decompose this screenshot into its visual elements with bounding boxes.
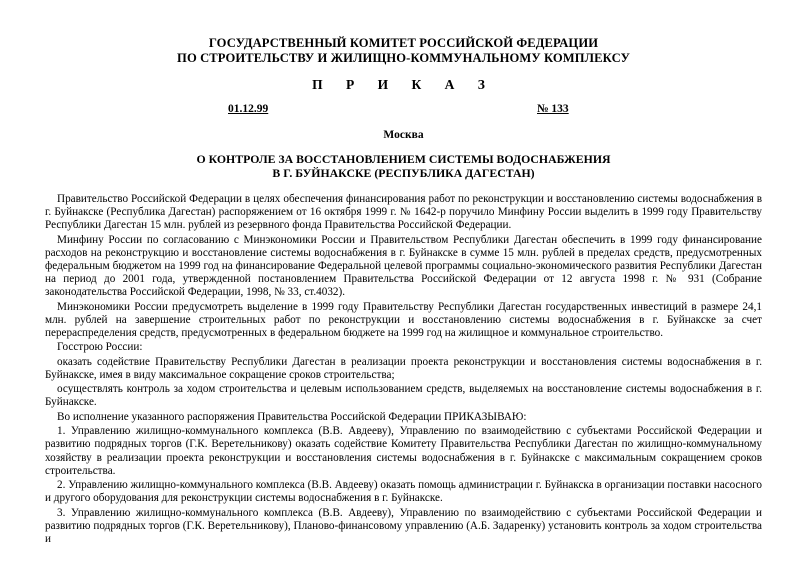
document-number: № 133 — [537, 103, 569, 115]
paragraph: 3. Управлению жилищно-коммунального комплекса (В.В. Авдееву), Управлению по взаимодействию с субъектами Российской Федерации и развитию подрядных торгов (Г.К. Веретельникову), Планово-финансовому управлению (А.Б. Задаренку) установить контроль за ходом строительства и — [45, 506, 762, 545]
document-title — [45, 153, 762, 180]
authority-line-1: ГОСУДАРСТВЕННЫЙ КОМИТЕТ РОССИЙСКОЙ ФЕДЕРАЦИИ — [208, 36, 599, 50]
paragraph: 1. Управлению жилищно-коммунального комплекса (В.В. Авдееву), Управлению по взаимодействию с субъектами Российской Федерации и развитию подрядных торгов (Г.К. Веретельникову) оказать содействие Комитету Правительства Республики Дагестан по жилищно-коммунальному хозяйству в реализации проекта реконструкции и восстановления системы водоснабжения в г. Буйнакске с максимальным сокращением сроков строительства. — [45, 425, 762, 477]
title-line-2: В Г. БУЙНАКСКЕ (РЕСПУБЛИКА ДАГЕСТАН) — [272, 165, 535, 180]
authority-line-2: ПО СТРОИТЕЛЬСТВУ И ЖИЛИЩНО-КОММУНАЛЬНОМУ КОМПЛЕКСУ — [177, 50, 630, 65]
paragraph: Минэкономики России предусмотреть выделение в 1999 году Правительству Республики Дагестан государственных инвестиций в размере 24,1 млн. рублей на завершение строительных работ по реконструкции и восстановлению системы водоснабжения в г. Буйнакске за счет перераспределения средств, предусмотренных в федеральном бюджете на 1999 год на жилищное и коммунальное строительство. — [45, 300, 762, 339]
document-body — [45, 193, 762, 546]
document-meta — [45, 103, 762, 119]
paragraph: Госстрою России: — [57, 341, 143, 354]
paragraph: оказать содействие Правительству Республики Дагестан в реализации проекта реконструкции и восстановления системы водоснабжения в г. Буйнакске, имея в виду максимальное сокращение сроков строительства; — [45, 355, 762, 381]
issuing-authority — [45, 36, 762, 65]
paragraph: Минфину России по согласованию с Минэкономики России и Правительством Республики Дагестан обеспечить в 1999 году финансирование расходов на реконструкцию и восстановление системы водоснабжения в г. Буйнакске в сумме 15 млн. рублей в пределах средств, предусмотренных федеральным бюджетом на 1999 год на финансирование Федеральной целевой программы социально-экономического развития Республики Дагестан на период до 2001 года, утвержденной постановлением Правительства Российской Федерации от 12 августа 1998 г. № 931 (Собрание законодательства Российской Федерации, 1998, № 33, ст.4032). — [45, 233, 762, 299]
paragraph: 2. Управлению жилищно-коммунального комплекса (В.В. Авдееву) оказать помощь администрации г. Буйнакска в организации поставки насосного и другого оборудования для реконструкции системы водоснабжения в г. Буйнакске. — [45, 479, 762, 505]
paragraph: осуществлять контроль за ходом строительства и целевым использованием средств, выделяемых на восстановление системы водоснабжения в г. Буйнакске. — [45, 383, 762, 409]
paragraph: Правительство Российской Федерации в целях обеспечения финансирования работ по реконструкции и восстановлению системы водоснабжения в г. Буйнакске (Республика Дагестан) распоряжением от 16 октября 1999 г. № 1642-р поручило Минфину России выделить в 1999 году Правительству Республики Дагестан 15 млн. рублей из резервного фонда Правительства Российской Федерации. — [45, 193, 762, 232]
document-city: Москва — [383, 129, 424, 141]
document-date: 01.12.99 — [228, 103, 269, 115]
paragraph: Во исполнение указанного распоряжения Правительства Российской Федерации ПРИКАЗЫВАЮ: — [57, 410, 527, 423]
document-type: П Р И К А З — [312, 77, 495, 92]
title-line-1: О КОНТРОЛЕ ЗА ВОССТАНОВЛЕНИЕМ СИСТЕМЫ ВОДОСНАБЖЕНИЯ — [196, 152, 611, 166]
